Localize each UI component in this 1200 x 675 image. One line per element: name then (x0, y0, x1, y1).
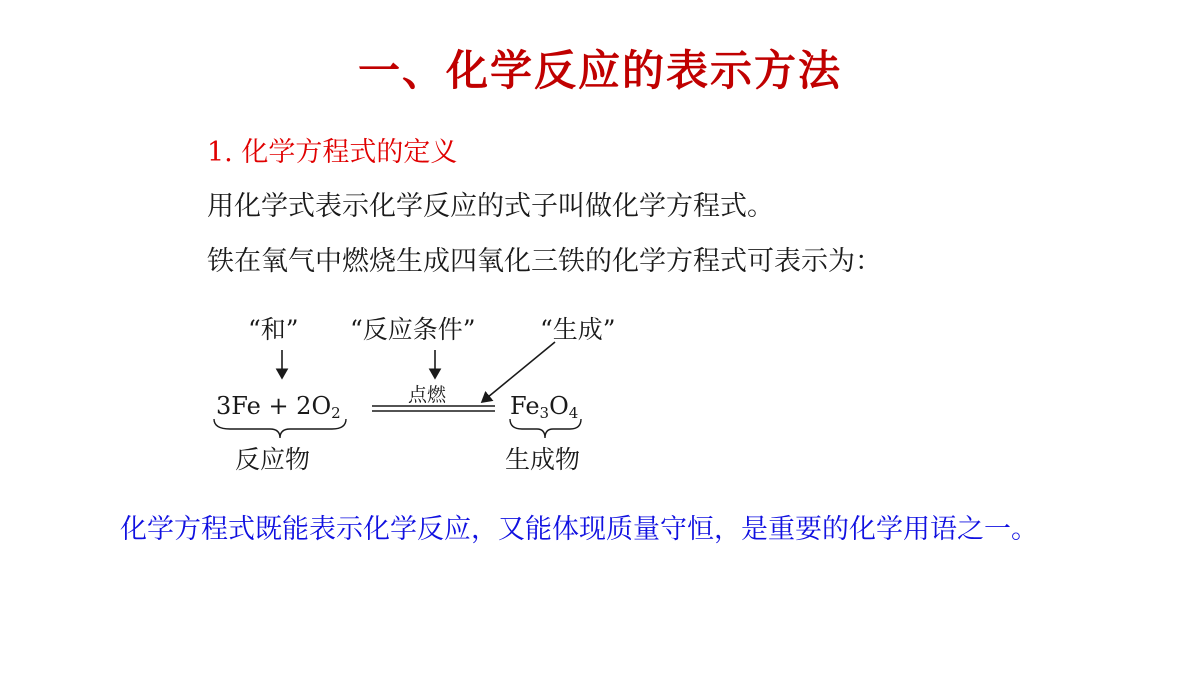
product-formula: $Fe_3O_4$ (510, 392, 579, 422)
label-condition: “反应条件” (350, 315, 476, 344)
reactants-formula: $3Fe + 2O_2$ (216, 392, 341, 422)
products-label: 生成物 (505, 445, 581, 474)
iron-example-text: 铁在氧气中燃烧生成四氧化三铁的化学方程式可表示为： (207, 246, 882, 277)
equation-diagram (200, 300, 640, 480)
definition-heading: 1. 化学方程式的定义 (207, 137, 458, 168)
label-and: “和” (248, 315, 299, 344)
reactants-label: 反应物 (235, 445, 311, 474)
page-title: 一、化学反应的表示方法 (357, 46, 842, 95)
reaction-condition: 点燃 (408, 384, 447, 406)
definition-text: 用化学式表示化学反应的式子叫做化学方程式。 (207, 191, 774, 222)
label-produce: “生成” (540, 315, 616, 344)
summary-text: 化学方程式既能表示化学反应，又能体现质量守恒，是重要的化学用语之一。 (120, 514, 1038, 545)
